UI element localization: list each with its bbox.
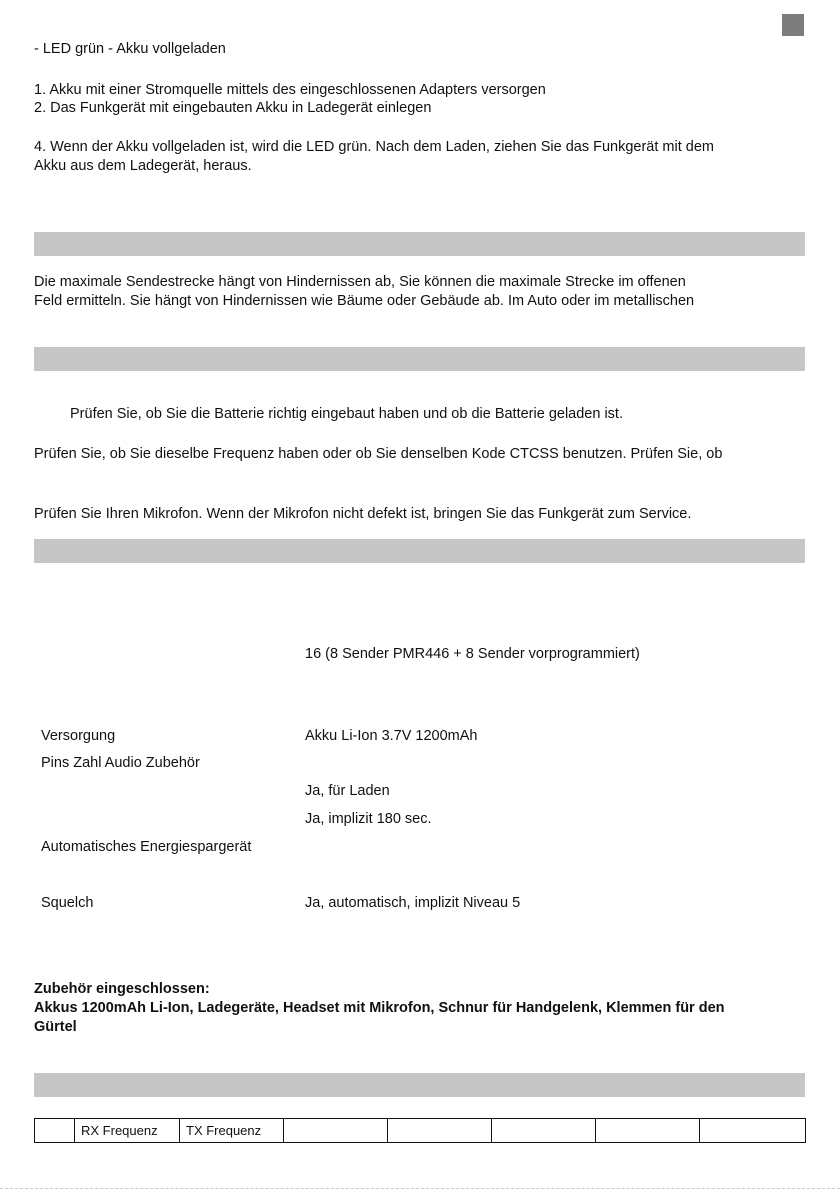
spec-timeout-value: Ja, implizit 180 sec. (305, 811, 432, 827)
led-green-text: - LED grün - Akku vollgeladen (34, 41, 226, 57)
section-header-bar-troubleshooting (34, 347, 805, 371)
spec-power-save-label: Automatisches Energiespargerät (41, 839, 252, 855)
frequency-table (34, 1118, 806, 1143)
page-bottom-dashed-line (0, 1188, 840, 1189)
table-cell-empty (700, 1119, 806, 1143)
table-cell-tx-frequency: TX Frequenz (180, 1119, 284, 1143)
table-cell-empty (284, 1119, 388, 1143)
table-cell-empty (388, 1119, 492, 1143)
spec-squelch-label: Squelch (41, 895, 94, 911)
frequency-table-header-row (35, 1119, 806, 1143)
accessories-heading: Zubehör eingeschlossen: (34, 981, 210, 997)
spec-channels-value: 16 (8 Sender PMR446 + 8 Sender vorprogrammiert) (305, 646, 640, 662)
spec-supply-label: Versorgung (41, 728, 116, 744)
spec-supply-value: Akku Li-Ion 3.7V 1200mAh (305, 728, 478, 744)
range-text-line-2: Feld ermitteln. Sie hängt von Hindernissen wie Bäume oder Gebäude ab. Im Auto oder im metallischen (34, 293, 695, 309)
troubleshoot-battery: Prüfen Sie, ob Sie die Batterie richtig eingebaut haben und ob die Batterie geladen ist. (70, 406, 623, 422)
accessories-line-1: Akkus 1200mAh Li-Ion, Ladegeräte, Headset mit Mikrofon, Schnur für Handgelenk, Klemmen für den (34, 1000, 725, 1016)
troubleshoot-microphone: Prüfen Sie Ihren Mikrofon. Wenn der Mikrofon nicht defekt ist, bringen Sie das Funkgerät zum Service. (34, 506, 692, 522)
spec-squelch-value: Ja, automatisch, implizit Niveau 5 (305, 895, 521, 911)
table-cell-empty (492, 1119, 596, 1143)
charging-step-1: 1. Akku mit einer Stromquelle mittels des eingeschlossenen Adapters versorgen (34, 82, 546, 98)
spec-pins-label: Pins Zahl Audio Zubehör (41, 755, 200, 771)
table-cell-empty (596, 1119, 700, 1143)
table-cell-index (35, 1119, 75, 1143)
section-header-bar-range (34, 232, 805, 256)
charging-step-4-line-2: Akku aus dem Ladegerät, heraus. (34, 158, 252, 174)
table-cell-rx-frequency: RX Frequenz (75, 1119, 180, 1143)
section-header-bar-frequency-table (34, 1073, 805, 1097)
range-text-line-1: Die maximale Sendestrecke hängt von Hindernissen ab, Sie können die maximale Strecke im offenen (34, 274, 686, 290)
troubleshoot-frequency: Prüfen Sie, ob Sie dieselbe Frequenz haben oder ob Sie denselben Kode CTCSS benutzen. Prüfen Sie, ob (34, 446, 723, 462)
page-corner-marker (782, 14, 804, 36)
charging-step-4-line-1: 4. Wenn der Akku vollgeladen ist, wird die LED grün. Nach dem Laden, ziehen Sie das Funkgerät mit dem (34, 139, 714, 155)
spec-charging-value: Ja, für Laden (305, 783, 390, 799)
charging-step-2: 2. Das Funkgerät mit eingebauten Akku in Ladegerät einlegen (34, 100, 432, 116)
section-header-bar-specs (34, 539, 805, 563)
accessories-line-2: Gürtel (34, 1019, 77, 1035)
